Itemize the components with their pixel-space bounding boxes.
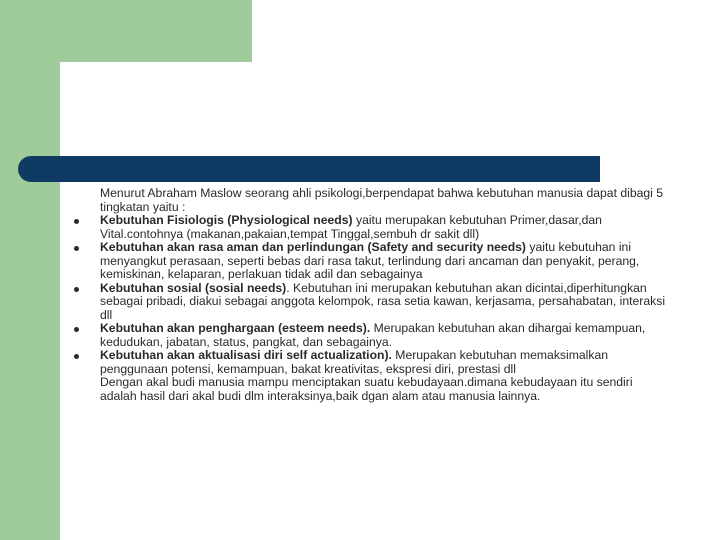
item-text: Merupakan kebutuhan akan dihargai kemampuan, kedudukan, jabatan, status, pangkat, dan sebagainya.	[100, 321, 646, 349]
list-item	[100, 241, 670, 282]
bullet-icon	[74, 287, 79, 292]
closing-text: Dengan akal budi manusia mampu menciptakan suatu kebudayaan.dimana kebudayaan itu sendiri adalah hasil dari akal budi dlm interaksinya,baik dgan alam atau manusia lainnya.	[100, 375, 633, 403]
item-text: Merupakan kebutuhan memaksimalkan penggunaan potensi, kemampuan, bakat kreativitas, ekspresi diri, prestasi dll	[100, 348, 609, 376]
list-item	[100, 282, 670, 323]
list-item	[100, 214, 670, 241]
item-title: Kebutuhan akan rasa aman dan perlindungan (Safety and security needs)	[100, 240, 526, 254]
list-item	[100, 349, 670, 376]
item-title: Kebutuhan sosial (sosial needs)	[100, 280, 287, 295]
item-title: Kebutuhan Fisiologis (Physiological needs)	[100, 213, 353, 227]
bullet-icon	[74, 327, 79, 332]
list-item	[100, 322, 670, 349]
bullet-icon	[74, 246, 79, 251]
item-title: Kebutuhan akan aktualisasi diri self actualization).	[100, 348, 392, 362]
item-text: . Kebutuhan ini merupakan kebutuhan akan dicintai,diperhitungkan sebagai pribadi, diakui sebagai anggota kelompok, rasa setia kawan, kerjasama, persahabatan, interaksi dll	[100, 280, 666, 322]
intro-text: Menurut Abraham Maslow seorang ahli psikologi,berpendapat bahwa kebutuhan manusia dapat dibagi 5 tingkatan yaitu :	[100, 186, 664, 214]
title-bar	[18, 156, 600, 182]
item-title: Kebutuhan akan penghargaan (esteem needs).	[100, 321, 371, 335]
bullet-icon	[74, 219, 79, 224]
bullet-icon	[74, 354, 79, 359]
item-text: yaitu merupakan kebutuhan Primer,dasar,dan Vital.contohnya (makanan,pakaian,tempat Tinggal,sembuh dr sakit dll)	[100, 213, 602, 241]
slide-body	[100, 187, 670, 403]
green-side-strip	[0, 0, 60, 540]
item-text: yaitu kebutuhan ini menyangkut perasaan, seperti bebas dari rasa takut, terlindung dari ancaman dan penyakit, perang, kemiskinan, kelaparan, perlakuan tidak adil dan sebagainya	[100, 240, 640, 281]
